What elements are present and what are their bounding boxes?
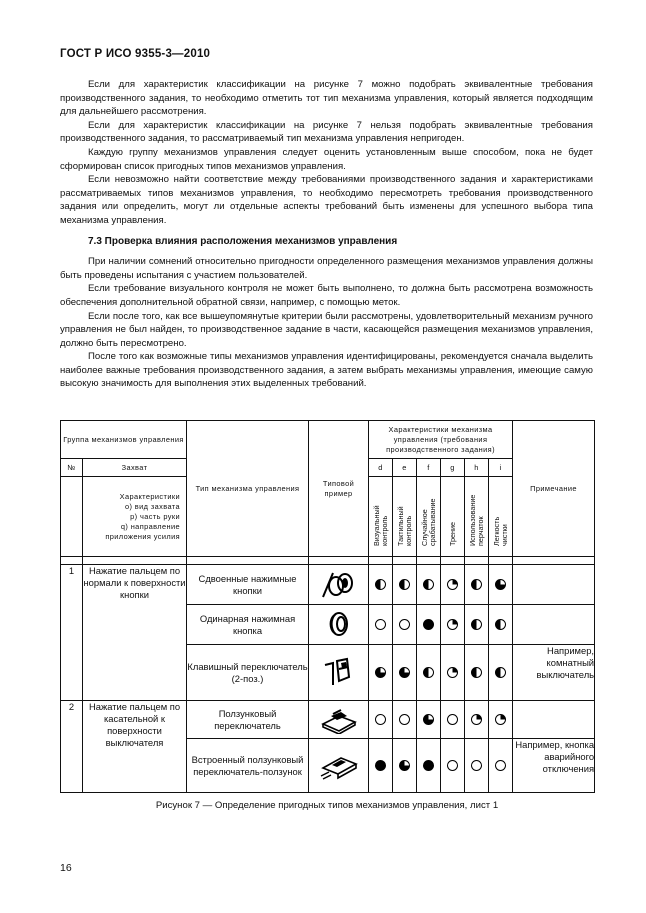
document-header: ГОСТ Р ИСО 9355-3—2010 — [60, 48, 211, 60]
control-type: Сдвоенные нажимные кнопки — [187, 565, 309, 605]
rating-symbol-three-quarter — [495, 579, 506, 590]
paragraph: После того как возможные типы механизмов управления идентифицированы, рекомендуется сначала выделить наиболее важные требования производственного задания, а затем выбрать механизмы управления, имеющие самую высокую значимость для выполнения этих выделенных требований. — [60, 351, 593, 390]
char-letter: f — [417, 459, 441, 477]
rating-symbol-empty — [447, 760, 458, 771]
rating-symbol-half — [495, 667, 506, 678]
char-name: Тактильный контроль — [395, 505, 413, 546]
rating-symbol-full — [423, 619, 434, 630]
rating-symbol-empty — [495, 760, 506, 771]
paragraph: Если требование визуального контроля не может быть выполнено, то должна быть рассмотрена возможность обеспечения дополнительной обратной связи, например, с помощью меток. — [60, 283, 593, 308]
note: Например, комнатный выключатель — [513, 645, 595, 701]
number-header: № — [61, 459, 83, 477]
note-header: Примечание — [513, 421, 595, 557]
paragraph: Если для характеристик классификации на рисунке 7 можно подобрать эквивалентные требования производственного задания, то необходимо отметить тот тип механизма управления, который является подходящим для дальнейшего рассмотрения. — [60, 79, 593, 118]
rating-symbol-quarter — [495, 714, 506, 725]
rating-symbol-three-quarter — [399, 760, 410, 771]
rating-symbol-full — [375, 760, 386, 771]
page-number: 16 — [60, 862, 72, 874]
rating-symbol-empty — [471, 760, 482, 771]
control-type: Ползунковый переключатель — [187, 701, 309, 739]
section-title: 7.3 Проверка влияния расположения механизмов управления — [88, 235, 398, 247]
rating-symbol-half — [423, 579, 434, 590]
paragraph: Каждую группу механизмов управления следует оценить установленным выше способом, пока не будет сформирован список пригодных типов механизмов управления. — [60, 146, 593, 172]
rating-symbol-half — [375, 579, 386, 590]
rating-symbol-quarter — [447, 579, 458, 590]
rating-symbol-half — [423, 667, 434, 678]
control-type: Встроенный ползунковый переключатель-ползунок — [187, 739, 309, 793]
char-letter: g — [441, 459, 465, 477]
note — [513, 565, 595, 605]
grip-description: Нажатие пальцем по касательной к поверхности выключателя — [83, 701, 187, 793]
rating-symbol-empty — [375, 714, 386, 725]
group-header: Группа механизмов управления — [61, 421, 187, 459]
note: Например, кнопка аварийного отключения — [513, 739, 595, 793]
char-name: Использование перчаток — [467, 494, 485, 546]
note — [513, 701, 595, 739]
char-letter: h — [465, 459, 489, 477]
rating-symbol-three-quarter — [375, 667, 386, 678]
rating-symbol-empty — [399, 619, 410, 630]
control-type: Одинарная нажимная кнопка — [187, 605, 309, 645]
rating-symbol-empty — [399, 714, 410, 725]
table-row — [61, 701, 595, 739]
slide-switch-icon — [309, 701, 369, 739]
rating-symbol-half — [399, 579, 410, 590]
grip-header: Захват — [83, 459, 187, 477]
paragraph: Если невозможно найти соответствие между требованиями производственного задания и характеристиками рассматриваемых типов механизмов управления, то необходимо пересмотреть требования производственного задания или определить, могут ли отдельные аспекты требований быть изменены для успешного выбора типа механизма управления. — [60, 174, 593, 226]
example-header: Типовой пример — [309, 421, 369, 557]
char-letter: d — [369, 459, 393, 477]
group-number: 2 — [61, 701, 83, 793]
rating-symbol-full — [423, 760, 434, 771]
rating-symbol-empty — [447, 714, 458, 725]
table-row — [61, 565, 595, 605]
figure-caption: Рисунок 7 — Определение пригодных типов механизмов управления, лист 1 — [155, 800, 499, 811]
type-header: Тип механизма управления — [187, 421, 309, 557]
rating-symbol-three-quarter — [399, 667, 410, 678]
char-name: Легкость чистки — [491, 516, 509, 546]
rocker-switch-icon — [309, 645, 369, 701]
rating-symbol-half — [495, 619, 506, 630]
grip-characteristics: Характеристики о) вид захвата р) часть руки q) направление приложения усилия — [83, 477, 187, 557]
char-letter: i — [489, 459, 513, 477]
rating-symbol-quarter — [447, 667, 458, 678]
char-name: Случайное срабатывание — [419, 497, 437, 546]
char-name: Визуальный контроль — [371, 504, 389, 546]
characteristics-header: Характеристики механизма управления (требования производственного задания) — [369, 421, 513, 459]
rating-symbol-half — [471, 619, 482, 630]
rating-symbol-quarter — [447, 619, 458, 630]
note — [513, 605, 595, 645]
rating-symbol-quarter — [471, 714, 482, 725]
double-push-button-icon — [309, 565, 369, 605]
group-number: 1 — [61, 565, 83, 701]
paragraph: Если после того, как все вышеупомянутые критерии были рассмотрены, удовлетворительный механизм ручного управления не был найден, то производственное задание в части, касающейся размещения механизмов управления, должно быть пересмотрено. — [60, 310, 593, 349]
control-selection-table — [60, 420, 595, 793]
rating-symbol-half — [471, 667, 482, 678]
rating-symbol-three-quarter — [423, 714, 434, 725]
single-push-button-icon — [309, 605, 369, 645]
paragraph: При наличии сомнений относительно пригодности определенного размещения механизмов управления должны быть проведены испытания с участием пользователей. — [60, 256, 593, 281]
grip-description: Нажатие пальцем по нормали к поверхности кнопки — [83, 565, 187, 701]
rating-symbol-empty — [375, 619, 386, 630]
rating-symbol-half — [471, 579, 482, 590]
body-text — [60, 78, 593, 391]
control-type: Клавишный переключатель (2-поз.) — [187, 645, 309, 701]
embedded-slide-switch-icon — [309, 739, 369, 793]
char-letter: e — [393, 459, 417, 477]
paragraph: Если для характеристик классификации на рисунке 7 нельзя подобрать эквивалентные требования производственного задания, то рассматриваемый тип механизма управления непригоден. — [60, 119, 593, 145]
char-name: Трение — [447, 521, 457, 546]
